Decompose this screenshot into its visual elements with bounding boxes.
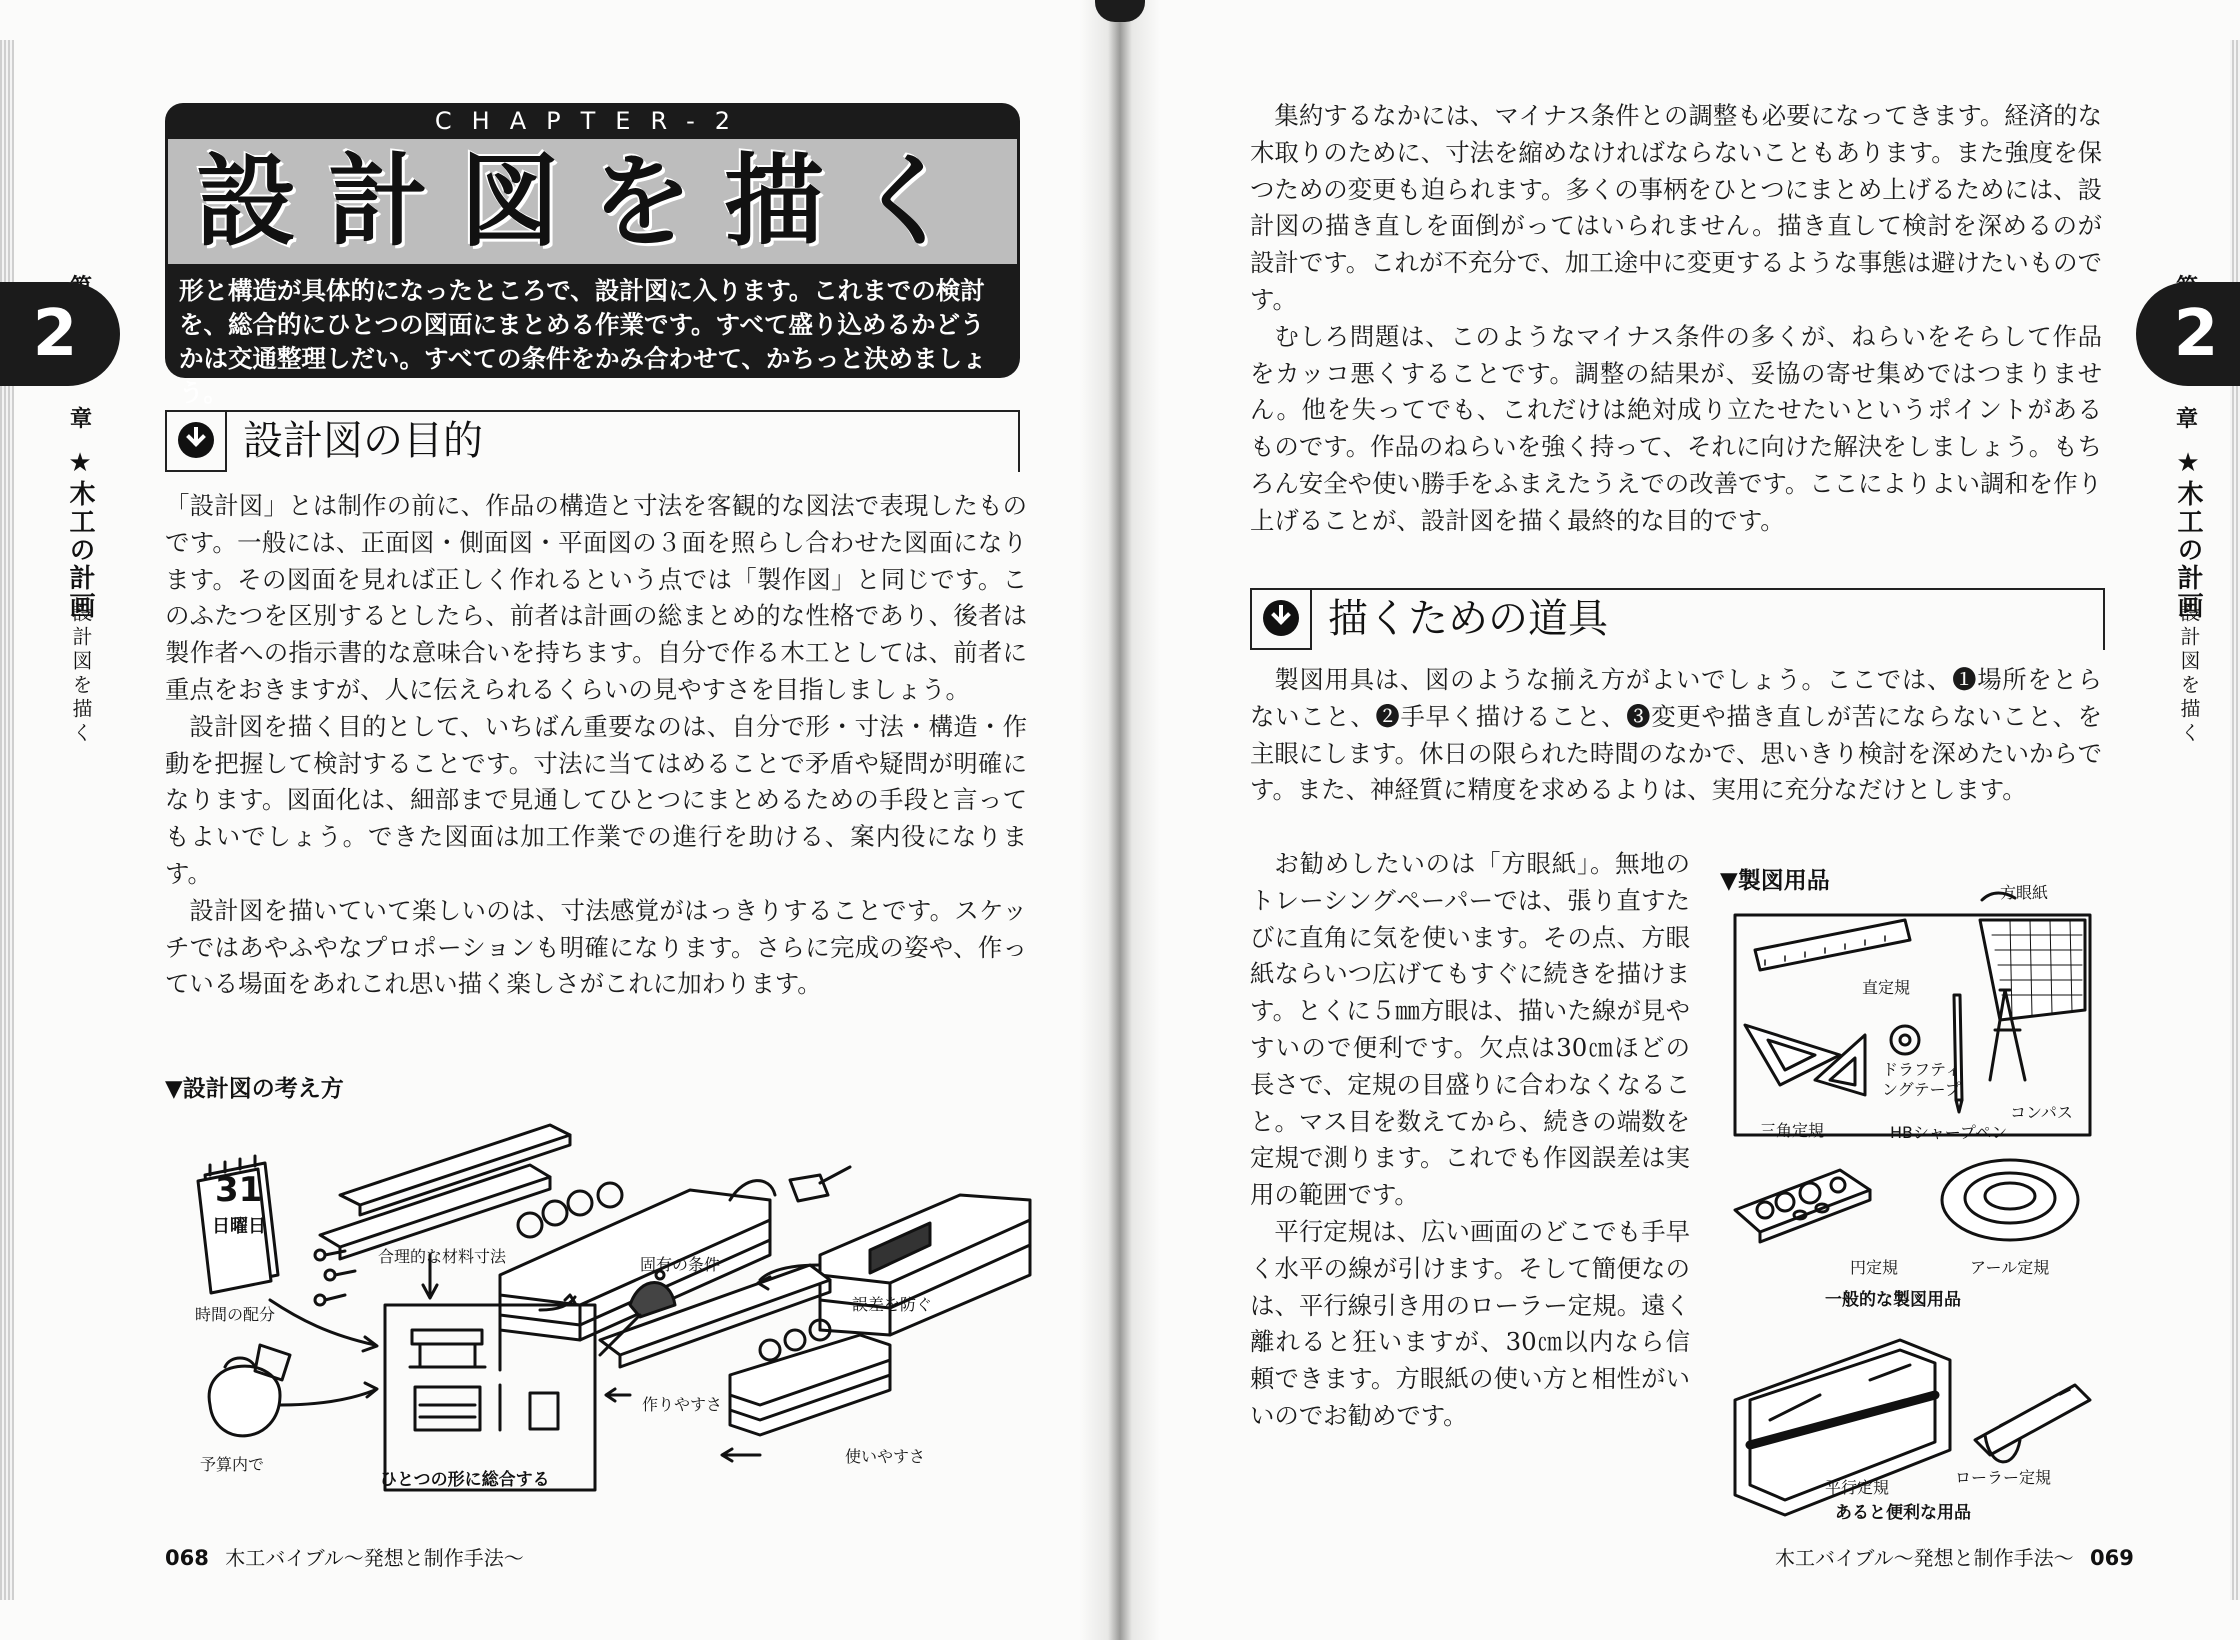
label-ease-make: 作りやすさ: [642, 1395, 723, 1414]
section-title: 設計図の目的: [243, 418, 483, 464]
label-triangle: 三角定規: [1760, 1121, 1825, 1140]
arc-template-icon: [1942, 1160, 2078, 1240]
straight-ruler-icon: [1755, 920, 1910, 970]
caption-useful-tools: あると便利な用品: [1835, 1503, 1971, 1523]
label-arc-template: アール定規: [1970, 1258, 2050, 1277]
right-body-text-top: [1250, 98, 2102, 540]
chapter-title: 設計図を描く: [196, 143, 988, 260]
paragraph: 設計図を描いていて楽しいのは、寸法感覚がはっきりすることです。スケッチではあやふやなプロポーションも明確になります。さらに完成の姿や、作っている場面をあれこれ思い描く楽しさがこれに加わります。: [165, 895, 1027, 999]
graph-paper-icon: [1980, 893, 2085, 1020]
label-material: 合理的な材料寸法: [378, 1247, 507, 1266]
side-tab-part-right: ★木工の計画: [2173, 448, 2203, 620]
section-heading-purpose: [165, 410, 1020, 472]
page-edge-left: [0, 40, 14, 1600]
label-straight-ruler: 直定規: [1862, 978, 1911, 997]
side-tab-section-left: 設計図を描く: [69, 602, 93, 746]
paragraph: むしろ問題は、このようなマイナス条件の多くが、ねらいをそらして作品をカッコ悪くすることです。調整の結果が、妥協の寄せ集めではつまりません。他を失ってでも、これだけは絶対成り立たせたいというポイントがあるものです。作品のねらいを強く持って、それに向けた解決をしましょう。もちろん安全や使い勝手をふまえたうえでの改善です。ここによりよい調和を作り上げることが、設計図を描く最終的な目的です。: [1250, 321, 2102, 535]
planter-box-2-icon: [730, 1320, 890, 1435]
paragraph: 設計図を描く目的として、いちばん重要なのは、自分で形・寸法・構造・作動を把握して検討することです。寸法に当てはめることで矛盾や疑問が明確になります。図面化は、細部まで見通してひとつにまとめるための手段と言ってもよいでしょう。できた図面は加工作業での進行を助ける、案内役になります。: [165, 711, 1027, 888]
coin-purse-icon: [209, 1345, 290, 1436]
watering-can-icon: [790, 1167, 850, 1201]
side-tab-part-left: ★木工の計画: [65, 448, 95, 620]
roller-ruler-icon: [1975, 1385, 2090, 1462]
left-body-text: [165, 488, 1027, 1003]
drawing-sketch-icon: [410, 1330, 558, 1430]
side-tab-section-right: 設計図を描く: [2177, 602, 2201, 746]
drafting-tools-illustration: [1730, 880, 2110, 1530]
figure-caption-design-thinking: ▼設計図の考え方: [165, 1076, 344, 1102]
chapter-header: [165, 103, 1020, 407]
figure-caption-drafting-tools: ▼製図用品: [1720, 868, 1830, 894]
down-arrow-circle-icon: [1263, 600, 1299, 636]
footer-left: [165, 1542, 524, 1571]
drafting-tape-icon: [1891, 1026, 1919, 1054]
paragraph: お勧めしたいのは「方眼紙」。無地のトレーシングペーパーでは、張り直すたびに直角に気を使います。その点、方眼紙ならいつ広げてもすぐに続きを描けます。とくに５㎜方眼は、描いた線が見やすいので便利です。欠点は30㎝ほどの長さで、定規の目盛りに合わなくなること。マス目を数えてから、続きの端数を定規で測ります。これでも作図誤差は実用の範囲です。: [1250, 849, 1690, 1210]
down-arrow-circle-icon: [178, 422, 214, 458]
label-ease-use: 使いやすさ: [845, 1447, 926, 1466]
right-body-text-narrow: [1250, 846, 1690, 1435]
chapter-label: CHAPTER-2: [165, 103, 1020, 139]
section-icon-box: [1250, 590, 1312, 650]
label-budget: 予算内で: [200, 1455, 265, 1474]
paragraph: 「設計図」とは制作の前に、作品の構造と寸法を客観的な図法で表現したものです。一般には、正面図・側面図・平面図の３面を照らし合わせた図面になります。その図面を見れば正しく作れるという点では「製作図」と同じです。このふたつを区別するとしたら、前者は計画の総まとめ的な性格であり、後者は製作者への指示書的な意味合いを持ちます。自分で作る木工としては、前者に重点をおきますが、人に伝えられるくらいの見やすさを目指しましょう。: [165, 491, 1027, 704]
caption-general-tools: 一般的な製図用品: [1825, 1290, 1961, 1310]
page-number-left: 068: [165, 1546, 209, 1570]
chapter-title-band: [165, 139, 1020, 264]
chapter-number-tab-left: 2: [0, 282, 120, 386]
label-condition: 固有の条件: [640, 1255, 721, 1274]
label-compass: コンパス: [2010, 1103, 2073, 1122]
page-number-right: 069: [2089, 1546, 2134, 1570]
page-edge-right: [2230, 40, 2240, 1600]
label-drafting-tape: ドラフティングテープ: [1882, 1060, 1961, 1099]
section-title: 描くための道具: [1328, 596, 1608, 642]
right-body-text-tools: [1250, 662, 2102, 809]
side-tab-sho-right: 章: [2176, 407, 2199, 432]
calendar-weekday: 日曜日: [212, 1216, 266, 1237]
chapter-number-tab-right: 2: [2136, 282, 2240, 386]
paragraph: 製図用具は、図のような揃え方がよいでしょう。ここでは、❶場所をとらないこと、❷手早く描けること、❸変更や描き直しが苦にならないこと、を主眼にします。休日の限られた時間のなかで、思いきり検討を深めたいからです。また、神経質に精度を求めるよりは、実用に充分なだけとします。: [1250, 665, 2102, 805]
label-roller-ruler: ローラー定規: [1955, 1468, 2052, 1487]
book-gutter: [1080, 0, 1160, 1640]
label-time: 時間の配分: [195, 1305, 276, 1324]
book-title-left: 木工バイブル〜発想と制作手法〜: [225, 1546, 524, 1570]
label-parallel-ruler: 平行定規: [1825, 1478, 1890, 1497]
footer-right: [1775, 1542, 2134, 1571]
side-tab-sho-left: 章: [70, 407, 93, 432]
label-graph-paper: 方眼紙: [2000, 883, 2049, 902]
triangle-ruler-icon: [1745, 1025, 1865, 1095]
section-icon-box: [165, 412, 227, 472]
label-error: 誤差を防ぐ: [852, 1295, 933, 1314]
label-pencil: HBシャープペン: [1890, 1123, 2008, 1142]
paragraph: 集約するなかには、マイナス条件との調整も必要になってきます。経済的な木取りのために、寸法を縮めなければならないこともあります。また強度を保つための変更も迫られます。多くの事柄をひとつにまとめ上げるためには、設計図の描き直しを面倒がってはいられません。描き直して検討を深めるのが設計です。これが不充分で、加工途中に変更するような事態は避けたいものです。: [1250, 101, 2102, 314]
section-heading-tools: [1250, 588, 2105, 650]
label-circle-template: 円定規: [1850, 1258, 1899, 1277]
circle-template-icon: [1735, 1170, 1870, 1242]
chapter-intro: 形と構造が具体的になったところで、設計図に入ります。これまでの検討を、総合的にひとつの図面にまとめる作業です。すべて盛り込めるかどうかは交通整理しだい。すべての条件をかみ合わせて、かちっと決めましょう。: [165, 264, 1020, 378]
calendar-day: 31: [215, 1170, 263, 1210]
book-title-right: 木工バイブル〜発想と制作手法〜: [1775, 1546, 2074, 1570]
label-integrate: ひとつの形に総合する: [380, 1470, 550, 1490]
paragraph: 平行定規は、広い画面のどこでも手早く水平の線が引けます。そして簡便なのは、平行線引き用のローラー定規。遠く離れると狂いますが、30㎝以内なら信頼できます。方眼紙の使い方と相性がいいのでお勧めです。: [1250, 1216, 1690, 1430]
